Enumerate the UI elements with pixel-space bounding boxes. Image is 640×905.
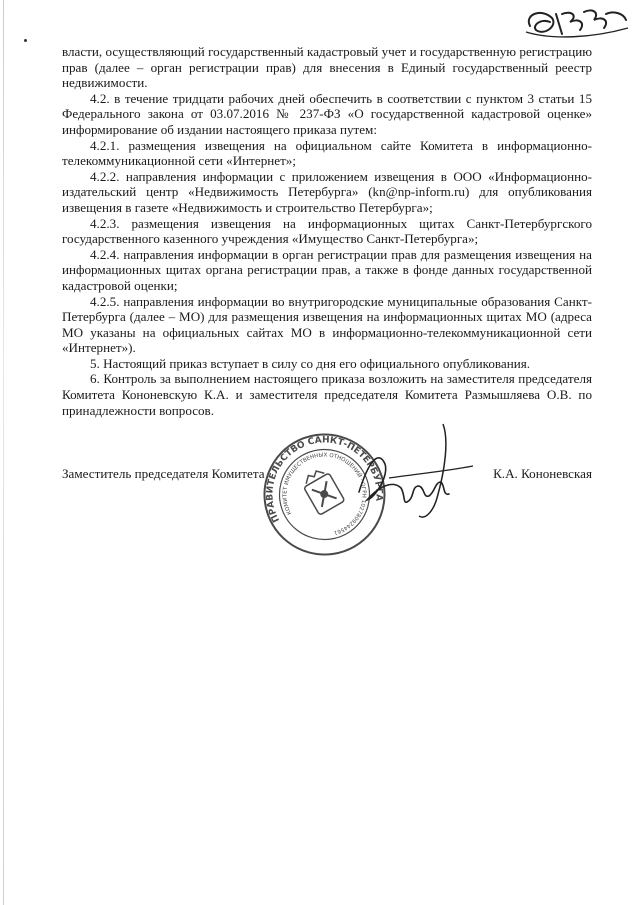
paragraph-4-2: 4.2. в течение тридцати рабочих дней обеспечить в соответствии с пунктом 3 статьи 15 Федерального закона от 03.07.2016 № 237-ФЗ «О государственной кадастровой оценке» информирование об издании настоящего приказа путем: — [62, 90, 592, 137]
scan-speck — [24, 39, 27, 42]
svg-text:КОМИТЕТ ИМУЩЕСТВЕННЫХ ОТНОШЕНИ: КОМИТЕТ ИМУЩЕСТВЕННЫХ ОТНОШЕНИЙ · ОГРН 1027809244561 — [282, 452, 367, 536]
paragraph-4-2-1: 4.2.1. размещения извещения на официальном сайте Комитета в информационно-телекоммуникационной сети «Интернет»; — [62, 137, 592, 169]
paragraph-4-2-3: 4.2.3. размещения извещения на информационных щитах Санкт-Петербургского государственного казенного учреждения «Имущество Санкт-Петербурга»; — [62, 215, 592, 247]
paragraph-4-2-5: 4.2.5. направления информации во внутригородские муниципальные образования Санкт-Петербурга (далее – МО) для размещения извещения на информационных щитах МО (адреса МО указаны на официальных сайтах МО в информационно-телекоммуникационной сети «Интернет»). — [62, 293, 592, 356]
scan-edge — [3, 0, 4, 905]
svg-text:ПРАВИТЕЛЬСТВО САНКТ-ПЕТЕРБУРГА: ПРАВИТЕЛЬСТВО САНКТ-ПЕТЕРБУРГА — [265, 435, 384, 524]
paragraph-6: 6. Контроль за выполнением настоящего приказа возложить на заместителя председателя Комитета Кононевскую К.А. и заместителя председателя Комитета Размышляева О.В. по принадлежности вопросов. — [62, 371, 592, 418]
signatory-position: Заместитель председателя Комитета — [62, 466, 265, 481]
paragraph-1: власти, осуществляющий государственный кадастровый учет и государственную регистрацию прав (далее – орган регистрации прав) для внесения в Единый государственный реестр недвижимости. — [62, 44, 592, 91]
paragraph-4-2-4: 4.2.4. направления информации в орган регистрации прав для размещения извещения на информационных щитах органа регистрации прав, а также в фонде данных государственной кадастровой оценки; — [62, 246, 592, 293]
document-body — [62, 44, 592, 418]
handwritten-initials-mark — [522, 4, 632, 44]
paragraph-4-2-2: 4.2.2. направления информации с приложением извещения в ООО «Информационно-издательский центр «Недвижимость Петербурга» (kn@np-inform.ru) для опубликования извещения в газете «Недвижимость и строительство Петербурга»; — [62, 168, 592, 215]
handwritten-signature — [345, 420, 485, 530]
signatory-name: К.А. Кононевская — [493, 466, 592, 481]
paragraph-5: 5. Настоящий приказ вступает в силу со дня его официального опубликования. — [90, 355, 531, 371]
